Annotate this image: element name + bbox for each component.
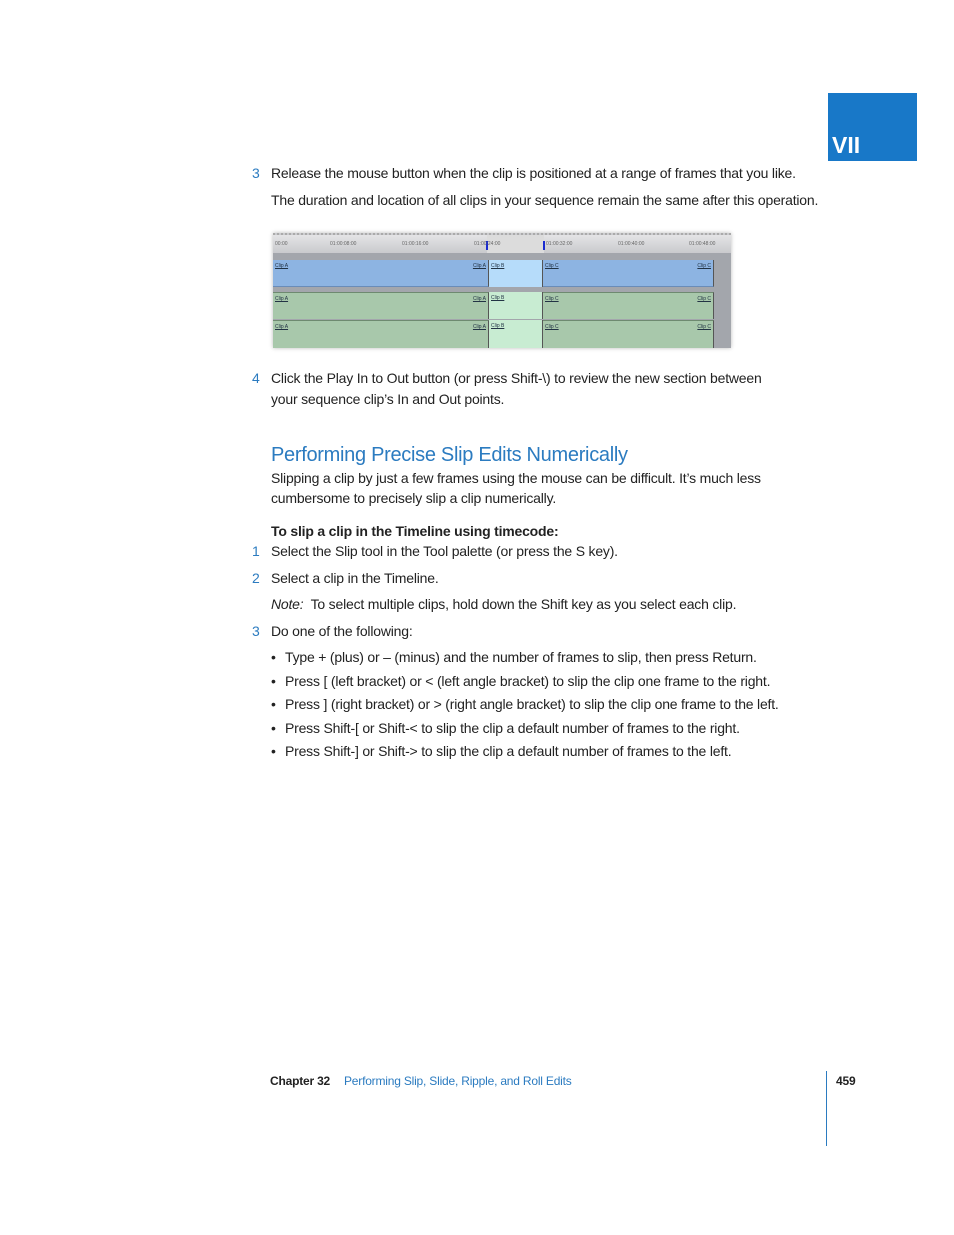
ruler-label: 01:00:40:00 <box>618 241 645 247</box>
ruler-label: 01:00:48:00 <box>689 241 716 247</box>
step-number: 1 <box>252 543 260 559</box>
task-title: To slip a clip in the Timeline using timecode: <box>271 523 559 539</box>
step-number: 4 <box>252 370 260 386</box>
clip-c[interactable]: Clip C Clip C <box>543 260 714 287</box>
clip-b[interactable]: Clip B <box>489 320 543 348</box>
clip-b[interactable]: Clip B <box>489 292 543 319</box>
clip-c[interactable]: Clip C Clip C <box>543 292 714 319</box>
ruler-label: 01:00:32:00 <box>546 241 573 247</box>
clip-a[interactable]: Clip A Clip A <box>273 260 489 287</box>
out-point-marker <box>543 241 545 250</box>
step-number: 3 <box>252 165 260 181</box>
step-text: your sequence clip’s In and Out points. <box>271 391 505 407</box>
bullet-item: Press Shift-] or Shift-> to slip the clip a default number of frames to the left. <box>285 743 732 759</box>
page-number: 459 <box>836 1074 856 1088</box>
bullet-item: Press Shift-[ or Shift-< to slip the clip a default number of frames to the right. <box>285 720 740 736</box>
step-text: Select a clip in the Timeline. <box>271 570 439 586</box>
timeline-figure <box>273 233 731 348</box>
step-text: Release the mouse button when the clip is positioned at a range of frames that you like. <box>271 165 796 181</box>
footer-chapter: Chapter 32 <box>270 1074 331 1088</box>
paragraph: The duration and location of all clips in your sequence remain the same after this operation. <box>271 192 819 208</box>
ruler-label: 00:00 <box>275 241 288 247</box>
ruler-label: 01:00:16:00 <box>402 241 429 247</box>
bullet-item: Press ] (right bracket) or > (right angle bracket) to slip the clip one frame to the left. <box>285 696 779 712</box>
note-text: To select multiple clips, hold down the Shift key as you select each clip. <box>310 596 737 612</box>
bullet-icon: • <box>271 649 276 665</box>
step-text: Do one of the following: <box>271 623 413 639</box>
bullet-icon: • <box>271 720 276 736</box>
part-tab <box>828 93 917 161</box>
bullet-icon: • <box>271 743 276 759</box>
timeline-ruler <box>273 233 731 253</box>
note <box>271 595 736 613</box>
clip-c[interactable]: Clip C Clip C <box>543 320 714 348</box>
paragraph: cumbersome to precisely slip a clip numerically. <box>271 490 557 506</box>
bullet-icon: • <box>271 673 276 689</box>
clip-a[interactable]: Clip A Clip A <box>273 320 489 348</box>
footer-divider <box>826 1071 827 1146</box>
ruler-label: 01:00:24:00 <box>474 241 501 247</box>
part-tab-label: VII <box>832 132 861 158</box>
paragraph: Slipping a clip by just a few frames using the mouse can be difficult. It’s much less <box>271 470 761 486</box>
bullet-item: Press [ (left bracket) or < (left angle bracket) to slip the clip one frame to the right. <box>285 673 771 689</box>
clip-a[interactable]: Clip A Clip A <box>273 292 489 319</box>
bullet-item: Type + (plus) or – (minus) and the number of frames to slip, then press Return. <box>285 649 757 665</box>
step-number: 2 <box>252 570 260 586</box>
ruler-label: 01:00:08:00 <box>330 241 357 247</box>
section-heading: Performing Precise Slip Edits Numerically <box>271 444 628 466</box>
step-text: Select the Slip tool in the Tool palette (or press the S key). <box>271 543 618 559</box>
note-label: Note: <box>271 596 304 612</box>
footer-chapter-title: Performing Slip, Slide, Ripple, and Roll Edits <box>344 1074 572 1088</box>
bullet-icon: • <box>271 696 276 712</box>
clip-b[interactable]: Clip B <box>489 260 543 287</box>
step-text: Click the Play In to Out button (or press Shift-\) to review the new section between <box>271 370 762 386</box>
step-number: 3 <box>252 623 260 639</box>
